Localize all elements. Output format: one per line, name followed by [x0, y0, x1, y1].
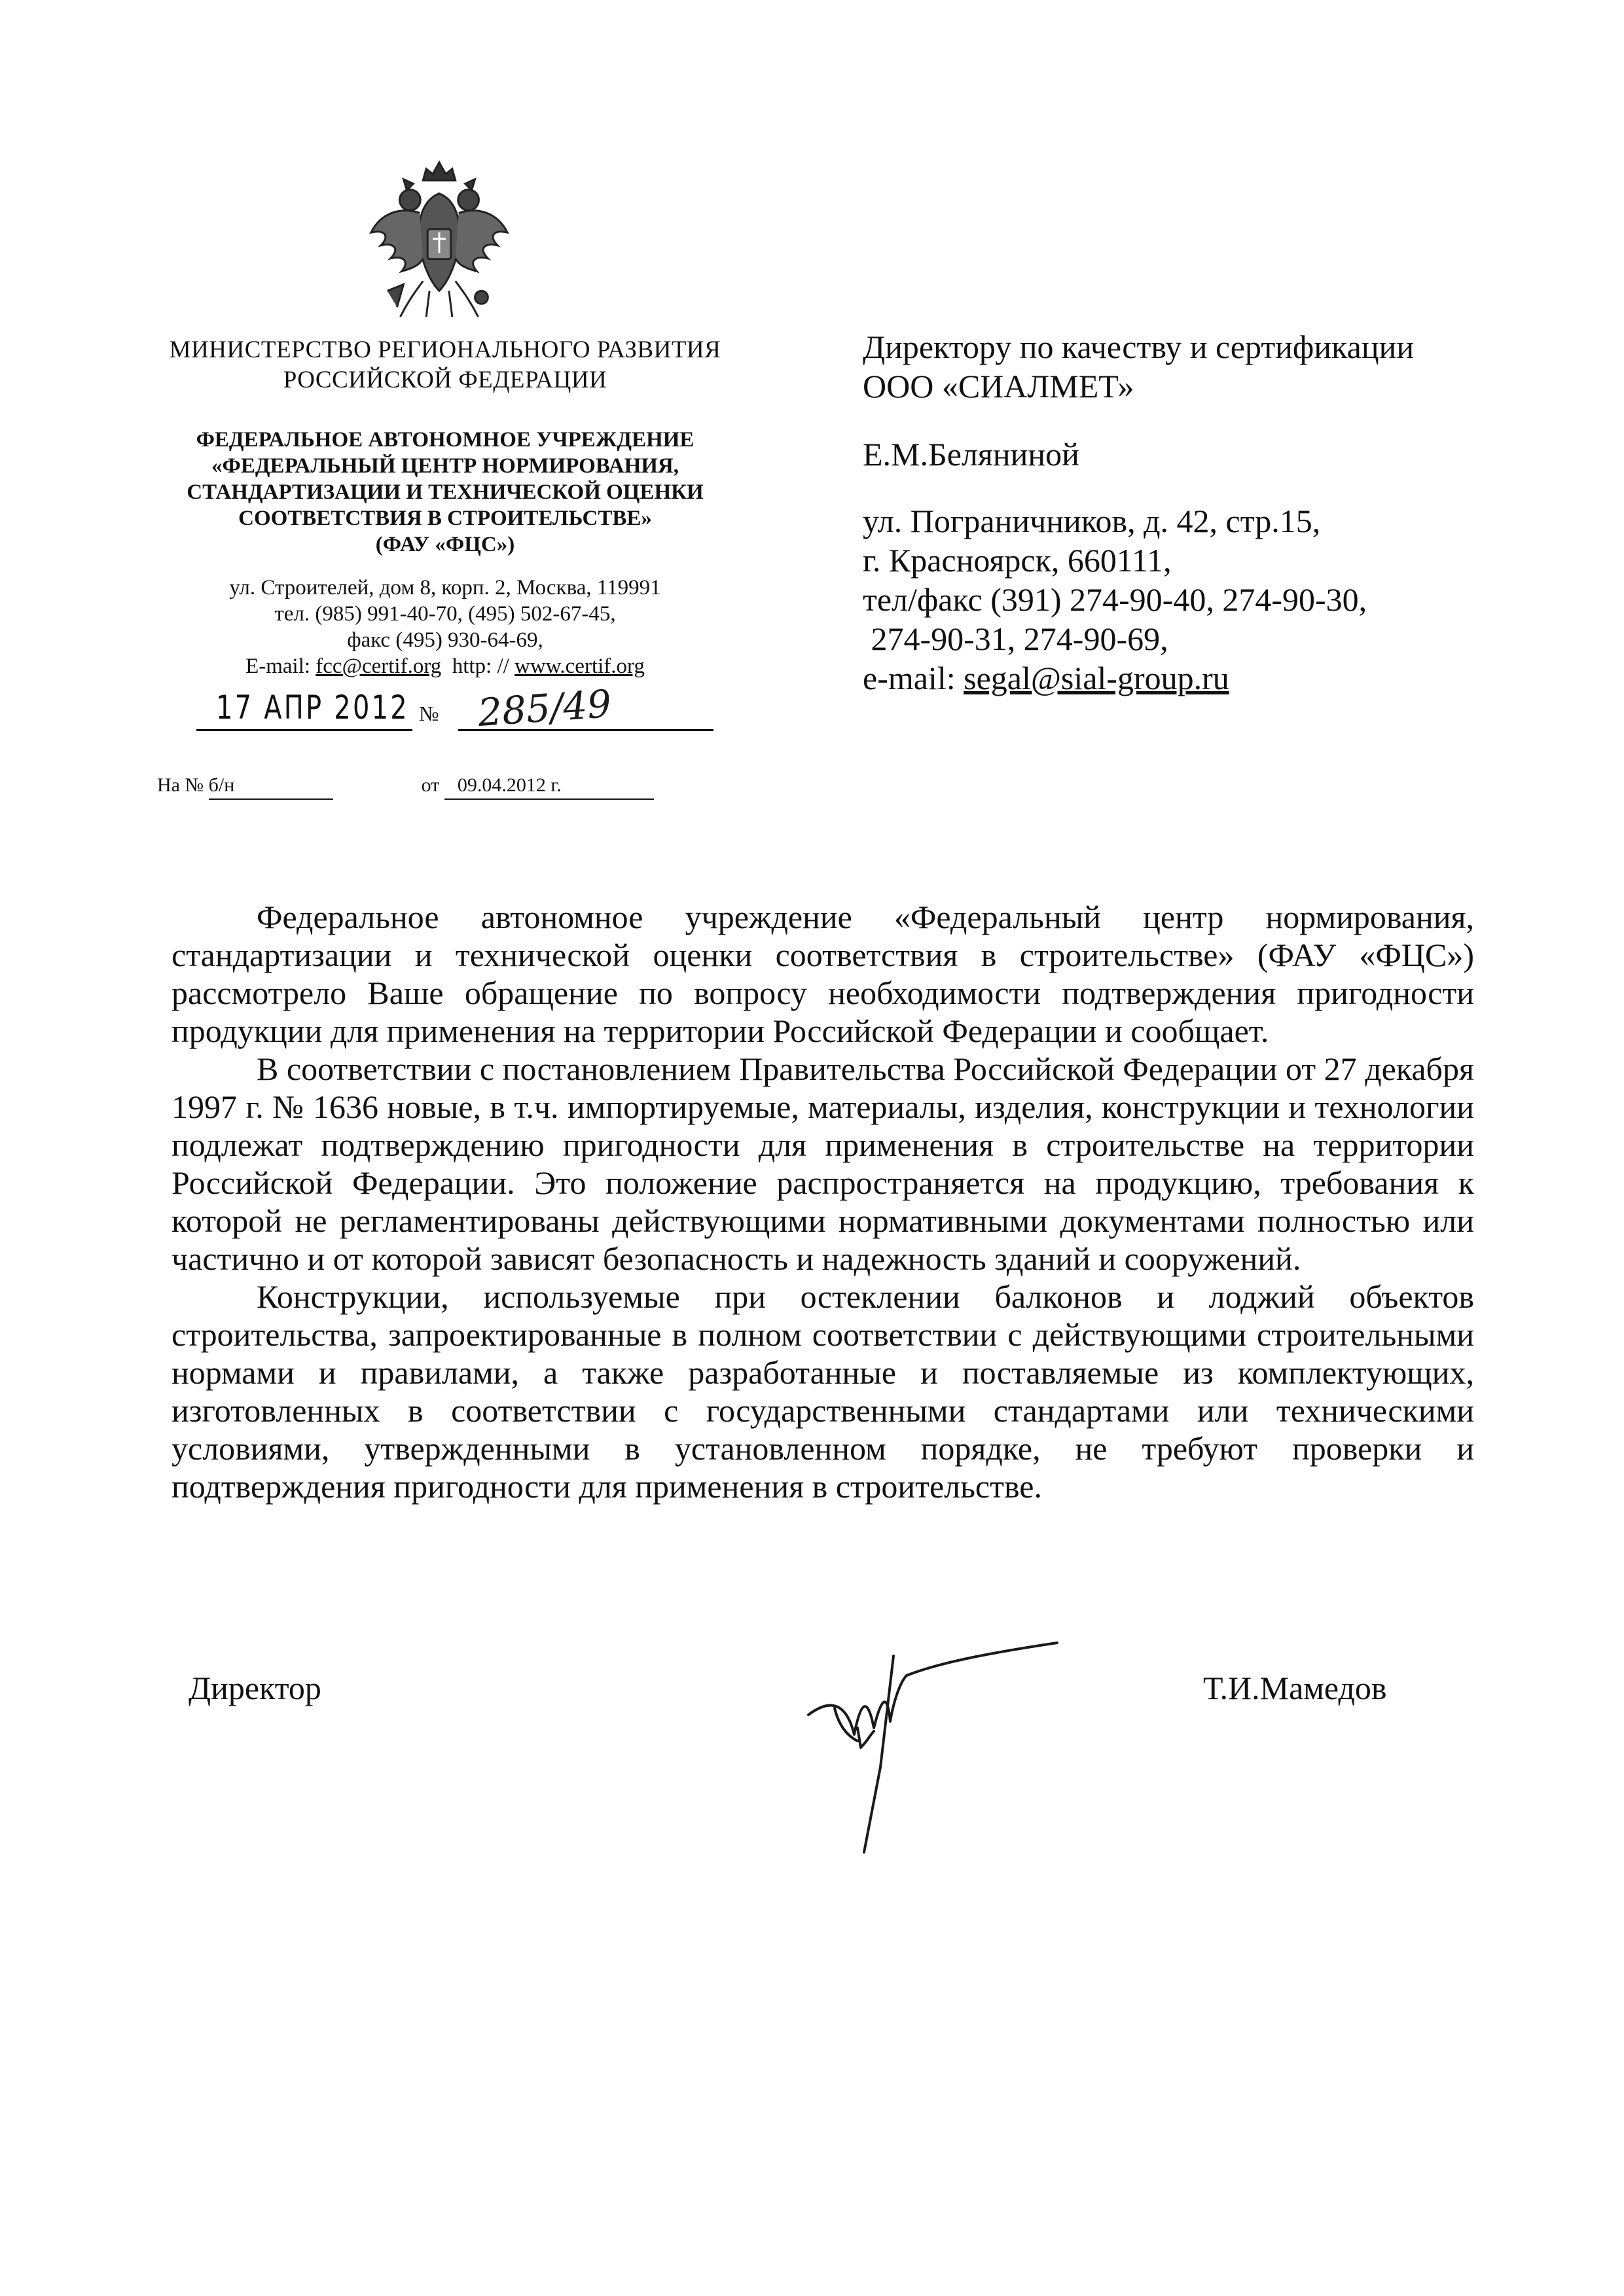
addressee-email-link[interactable]: segal@sial-group.ru — [964, 660, 1229, 696]
body-paragraph: В соответствии с постановлением Правительства Российской Федерации от 27 декабря 1997 г. № 1636 новые, в т.ч. импортируемые, материалы, изделия, конструкции и технологии подлежат подтверждению пригодности для применения в строительстве на территории Российской Федерации. Это положение распространяется на продукцию, требования к которой не регламентированы действующими нормативными документами полностью или частично и от которой зависят безопасность и надежность зданий и сооружений. — [171, 1050, 1474, 1277]
sender-email-link[interactable]: fcc@certif.org — [316, 655, 442, 678]
date-underline — [196, 729, 412, 731]
email-label: E-mail: — [245, 655, 316, 678]
phone-line: тел. (985) 991-40-70, (495) 502-67-45, — [274, 602, 616, 626]
addressee-name: Е.М.Беляниной — [863, 436, 1079, 473]
ministry-line: МИНИСТЕРСТВО РЕГИОНАЛЬНОГО РАЗВИТИЯ — [169, 336, 721, 363]
sender-address — [157, 575, 733, 679]
registration-line — [196, 681, 713, 736]
handwritten-signature — [795, 1636, 1070, 1865]
web-label: http: // — [452, 655, 515, 678]
ref-label: На № — [157, 774, 204, 796]
institution-line: СООТВЕТСТВИЯ В СТРОИТЕЛЬСТВЕ» — [238, 507, 652, 530]
reference-line — [157, 772, 720, 800]
ref-date: 09.04.2012 г. — [444, 772, 654, 800]
letter-body — [171, 898, 1474, 1505]
addressee-city: г. Красноярск, 660111, — [863, 542, 1172, 579]
email-web-line — [157, 653, 733, 679]
addressee-block — [863, 327, 1517, 698]
fax-line: факс (495) 930-64-69, — [347, 628, 543, 652]
addressee-phone-cont: 274-90-31, 274-90-69, — [863, 620, 1168, 657]
institution-line: ФЕДЕРАЛЬНОЕ АВТОНОМНОЕ УЧРЕЖДЕНИЕ — [196, 428, 695, 452]
addressee-street: ул. Пограничников, д. 42, стр.15, — [863, 503, 1321, 539]
addressee-contact — [863, 501, 1517, 698]
ministry-name — [157, 335, 733, 395]
institution-name — [157, 427, 733, 558]
ref-number: б/н — [209, 772, 333, 800]
outgoing-number-handwritten: 285/49 — [476, 681, 613, 736]
body-paragraph: Конструкции, используемые при остеклении балконов и лоджий объектов строительства, запроектированные в полном соответствии с действующими строительными нормами и правилами, а также разработанные и поставляемые из комплектующих, изготовленных в соответствии с государственными стандартами или техническими условиями, утвержденными в установленном порядке, не требуют проверки и подтверждения пригодности для применения в строительстве. — [171, 1278, 1474, 1505]
addressee-company: ООО «СИАЛМЕТ» — [863, 368, 1134, 404]
outgoing-date-stamp: 17 АПР 2012 — [216, 689, 409, 726]
institution-line: «ФЕДЕРАЛЬНЫЙ ЦЕНТР НОРМИРОВАНИЯ, — [211, 454, 679, 478]
number-underline — [458, 729, 713, 731]
signatory-name: Т.И.Мамедов — [1203, 1670, 1387, 1706]
addressee-position: Директору по качеству и сертификации — [863, 329, 1415, 365]
coat-of-arms-emblem — [361, 154, 517, 330]
ref-from-label: от — [421, 774, 440, 796]
addressee-phone: тел/факс (391) 274-90-40, 274-90-30, — [863, 581, 1367, 618]
signatory-title: Директор — [189, 1670, 321, 1706]
institution-line: (ФАУ «ФЦС») — [375, 533, 515, 556]
addressee-email-line — [863, 658, 1517, 698]
number-label: № — [419, 702, 439, 725]
ministry-line: РОССИЙСКОЙ ФЕДЕРАЦИИ — [283, 367, 607, 393]
addressee-email-label: e-mail: — [863, 660, 964, 696]
institution-line: СТАНДАРТИЗАЦИИ И ТЕХНИЧЕСКОЙ ОЦЕНКИ — [187, 480, 704, 504]
address-line: ул. Строителей, дом 8, корп. 2, Москва, 119991 — [229, 576, 661, 600]
body-paragraph: Федеральное автономное учреждение «Федеральный центр нормирования, стандартизации и технической оценки соответствия в строительстве» (ФАУ «ФЦС») рассмотрело Ваше обращение по вопросу необходимости подтверждения пригодности продукции для применения на территории Российской Федерации и сообщает. — [171, 899, 1474, 1049]
sender-web-link[interactable]: www.certif.org — [514, 655, 645, 678]
